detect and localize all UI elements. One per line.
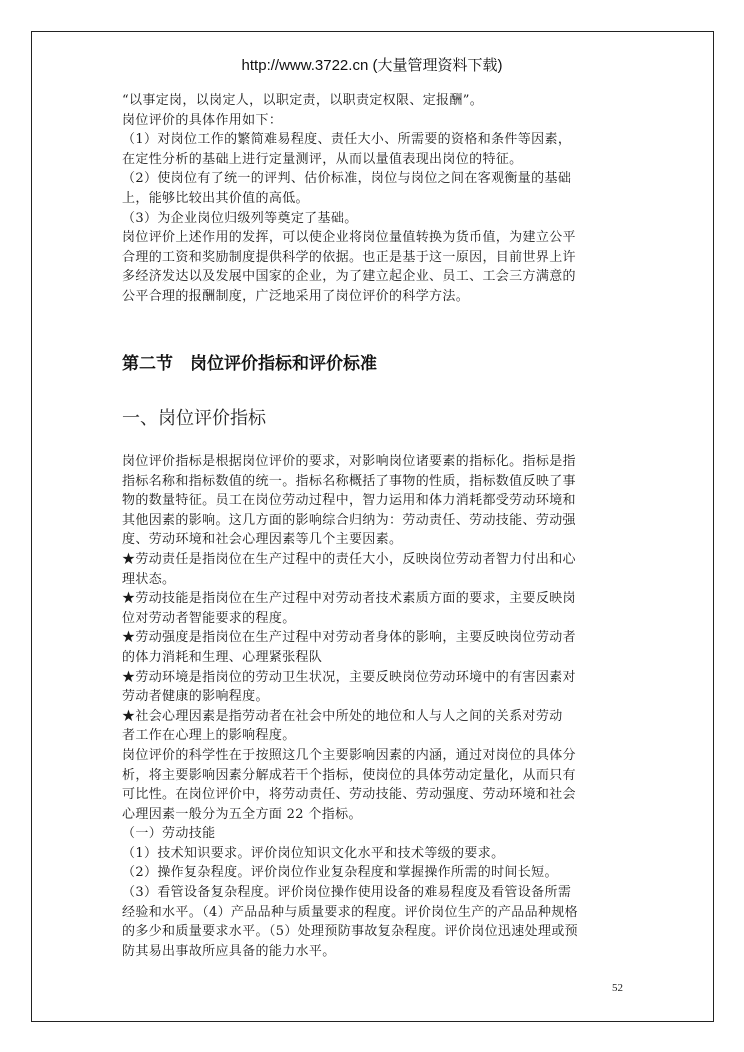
- text-line: ★劳动技能是指岗位在生产过程中对劳动者技术素质方面的要求，主要反映岗: [122, 591, 576, 607]
- text-line: （2）操作复杂程度。评价岗位作业复杂程度和掌握操作所需的时间长短。: [122, 865, 558, 881]
- text-line: 理状态。: [122, 571, 176, 587]
- page-number: 52: [612, 982, 623, 994]
- text-line: 者工作在心理上的影响程度。: [122, 728, 296, 744]
- body-text: [122, 452, 634, 961]
- text-line: 可比性。在岗位评价中，将劳动责任、劳动技能、劳动强度、劳动环境和社会: [122, 787, 576, 803]
- text-line: 岗位评价指标是根据岗位评价的要求，对影响岗位诸要素的指标化。指标是指: [122, 454, 576, 469]
- text-line: ★劳动环境是指岗位的劳动卫生状况，主要反映岗位劳动环境中的有害因素对: [122, 669, 576, 685]
- text-line: 多经济发达以及发展中国家的企业，为了建立起企业、员工、工会三方满意的: [122, 269, 576, 285]
- text-line: （3）看管设备复杂程度。评价岗位操作使用设备的难易程度及看管设备所需: [122, 885, 572, 901]
- text-line: 合理的工资和奖励制度提供科学的依据。也正是基于这一原因，目前世界上许: [122, 249, 576, 265]
- text-line: 指标名称和指标数值的统一。指标名称概括了事物的性质，指标数值反映了事: [122, 473, 576, 489]
- intro-text: [122, 91, 634, 307]
- text-line: 岗位评价上述作用的发挥，可以使企业将岗位量值转换为货币值，为建立公平: [122, 230, 576, 246]
- text-line: 的体力消耗和生理、心理紧张程队: [122, 649, 323, 665]
- header-url: http://www.3722.cn (大量管理资料下载): [241, 57, 503, 74]
- text-line: 度、劳动环境和社会心理因素等几个主要因素。: [122, 532, 403, 548]
- text-line: 劳动者健康的影响程度。: [122, 689, 269, 705]
- text-line: 析，将主要影响因素分解成若干个指标，使岗位的具体劳动定量化，从而只有: [122, 767, 576, 783]
- text-line: （1）技术知识要求。评价岗位知识文化水平和技术等级的要求。: [122, 845, 505, 861]
- text-line: （3）为企业岗位归级列等奠定了基础。: [122, 210, 358, 226]
- text-line: 其他因素的影响。这几方面的影响综合归纳为：劳动责任、劳动技能、劳动强: [122, 512, 576, 528]
- text-line: 上，能够比较出其价值的高低。: [122, 190, 309, 206]
- section-title: 第二节 岗位评价指标和评价标准: [122, 354, 377, 374]
- text-line: “以事定岗，以岗定人，以职定责，以职责定权限、定报酬”。: [122, 93, 484, 108]
- text-line: （1）对岗位工作的繁简难易程度、责任大小、所需要的资格和条件等因素，: [122, 132, 572, 148]
- text-line: 经验和水平。（4）产品品种与质量要求的程度。评价岗位生产的产品品种规格: [122, 904, 579, 920]
- text-line: 的多少和质量要求水平。（5）处理预防事故复杂程度。评价岗位迅速处理或预: [122, 924, 579, 940]
- text-line: ★劳动强度是指岗位在生产过程中对劳动者身体的影响，主要反映岗位劳动者: [122, 630, 576, 646]
- text-line: 心理因素一般分为五全方面 22 个指标。: [122, 806, 362, 822]
- text-line: （一）劳动技能: [122, 826, 216, 842]
- text-line: 防其易出事故所应具备的能力水平。: [122, 943, 336, 959]
- text-line: ★劳动责任是指岗位在生产过程中的责任大小，反映岗位劳动者智力付出和心: [122, 551, 576, 567]
- text-line: 物的数量特征。员工在岗位劳动过程中，智力运用和体力消耗都受劳动环境和: [122, 493, 576, 509]
- text-line: 岗位评价的具体作用如下：: [122, 112, 283, 128]
- subsection-title: 一、岗位评价指标: [122, 408, 266, 429]
- text-line: ★社会心理因素是指劳动者在社会中所处的地位和人与人之间的关系对劳动: [122, 708, 563, 724]
- text-line: 公平合理的报酬制度，广泛地采用了岗位评价的科学方法。: [122, 288, 470, 304]
- text-line: 岗位评价的科学性在于按照这几个主要影响因素的内涵，通过对岗位的具体分: [122, 747, 576, 763]
- text-line: （2）使岗位有了统一的评判、估价标准，岗位与岗位之间在客观衡量的基础: [122, 171, 572, 187]
- text-line: 在定性分析的基础上进行定量测评，从而以量值表现出岗位的特征。: [122, 151, 523, 167]
- text-line: 位对劳动者智能要求的程度。: [122, 610, 296, 626]
